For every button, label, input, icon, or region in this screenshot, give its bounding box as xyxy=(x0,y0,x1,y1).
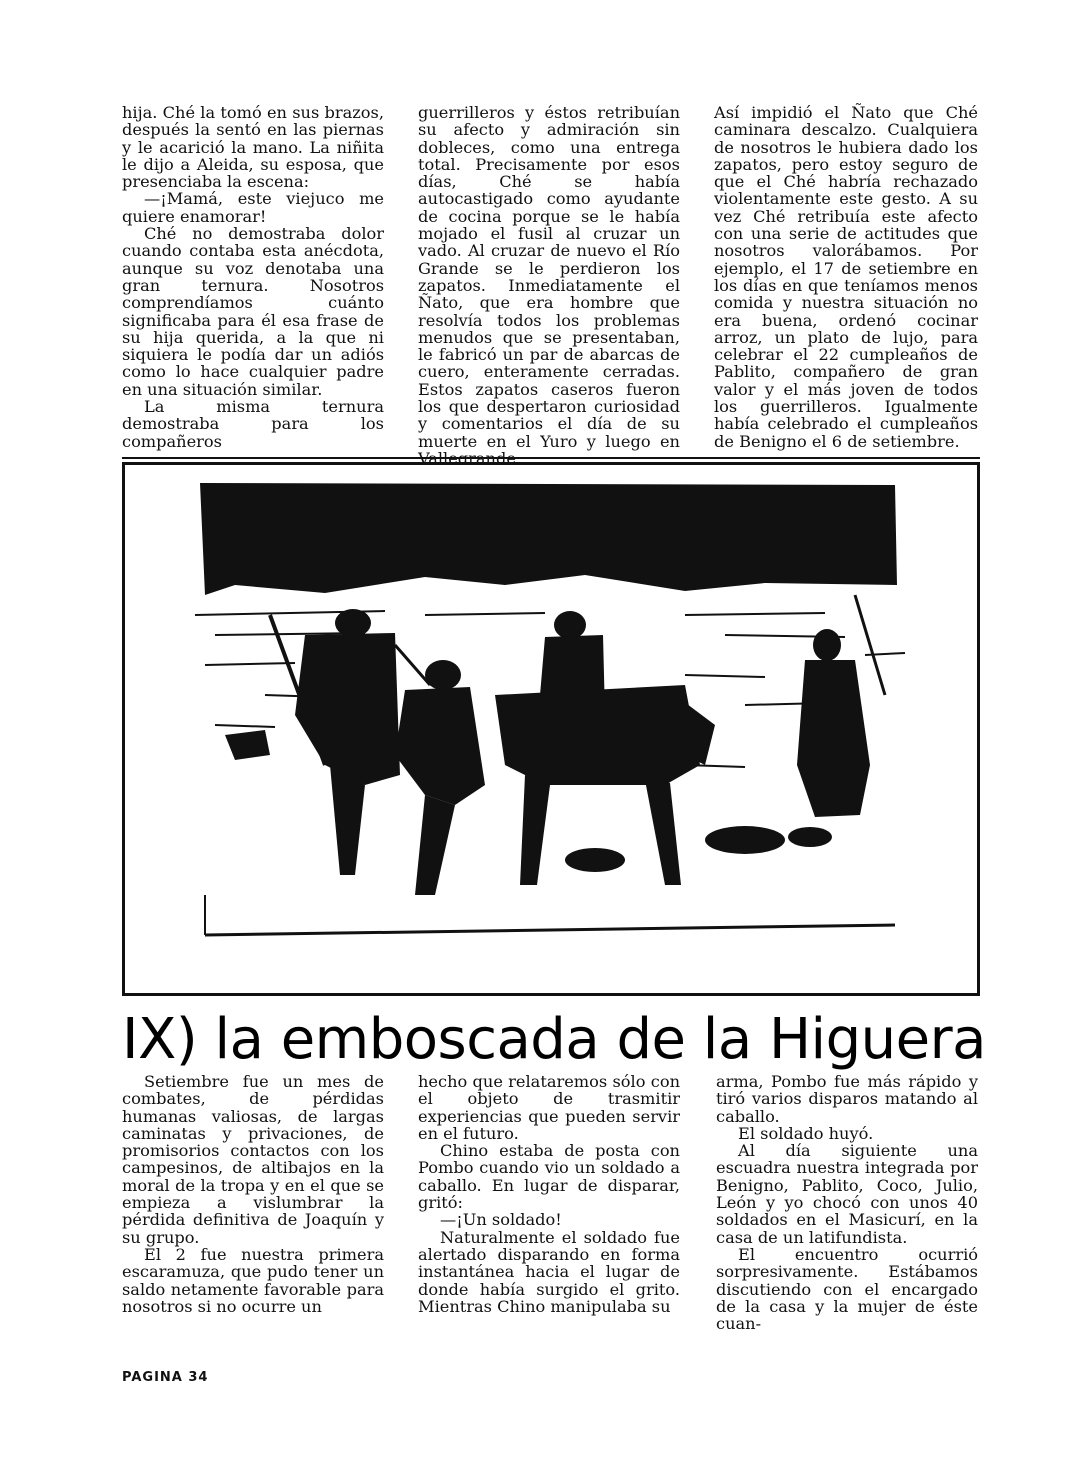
dog-shape xyxy=(225,730,270,760)
section-title: IX) la emboscada de la Higuera xyxy=(122,1007,986,1072)
page-number-label: PAGINA 34 xyxy=(122,1370,209,1385)
sky-band xyxy=(200,483,897,595)
bottom-column-3 xyxy=(716,1073,978,1332)
bottom-column-2 xyxy=(418,1073,680,1315)
top-column-1 xyxy=(122,104,384,450)
paragraph: —¡Un soldado! xyxy=(440,1210,562,1230)
bottom-column-1 xyxy=(122,1073,384,1315)
guerrilla-figure-left xyxy=(270,609,400,875)
paragraph: Ché no demostraba dolor cuando contaba esta anécdota, aunque su voz denotaba una gran ternura. Nosotros comprendíamos cuánto significaba para él esa frase de su hija querida, a la que ni siquiera le podía dar un adiós como lo hace cualquier padre en una situación similar. xyxy=(122,224,384,399)
guerrilla-figure-middle xyxy=(395,645,485,895)
paragraph: El 2 fue nuestra primera escaramuza, que pudo tener un saldo netamente favorable para nosotros si no ocurre un xyxy=(122,1244,384,1316)
illustration-drawing xyxy=(125,465,977,993)
paragraph: arma, Pombo fue más rápido y tiró varios disparos matando al caballo. xyxy=(716,1072,978,1126)
rider-on-horse xyxy=(495,611,715,885)
paragraph: hecho que relataremos sólo con el objeto de trasmitir experiencias que pueden servir en el futuro. xyxy=(418,1072,680,1143)
paragraph: Naturalmente el soldado fue alertado disparando en forma instantánea hacia el lugar de donde había surgido el grito. Mientras Chino manipulaba su xyxy=(418,1227,680,1316)
paragraph: Así impidió el Ñato que Ché caminara descalzo. Cualquiera de nosotros le hubiera dado los zapatos, pero estoy seguro de que el Ché habría rechazado violentamente este gesto. A su vez Ché retribuía este afecto con una serie de actitudes que nosotros valorábamos. Por ejemplo, el 17 de setiembre en los días en que teníamos menos comida y nuestra situación no era buena, ordenó cocinar arroz, un plato de lujo, para celebrar el 22 cumpleaños de Pablito, compañero de gran valor y el más joven de todos los guerrilleros. Igualmente había celebrado el cumpleaños de Benigno el 6 de setiembre. xyxy=(714,103,978,451)
paragraph: Al día siguiente una escuadra nuestra integrada por Benigno, Pablito, Coco, Julio, León y yo chocó con unos 40 soldados en el Masicurí, en la casa de un latifundista. xyxy=(716,1141,978,1247)
paragraph: guerrilleros y éstos retribuían su afecto y admiración sin dobleces, como una entrega total. Precisamente por esos días, Ché se había autocastigado como ayudante de cocina porque se le había mojado el fusil al cruzar un vado. Al cruzar de nuevo el Río Grande se le perdieron los zapatos. Inmediatamente el Ñato, que era hombre que resolvía todos los problemas menudos que se presentaban, le fabricó un par de abarcas de cuero, enteramente cerradas. Estos zapatos caseros fueron los que despertaron curiosidad y comentarios el día de su muerte en el Yuro y luego en xyxy=(418,103,680,451)
ground-line xyxy=(205,925,895,935)
paragraph: hija. Ché la tomó en sus brazos, después la sentó en las piernas y le acarició la mano. La niñita le dijo a Aleida, su esposa, que presenciaba la escena: xyxy=(122,103,384,192)
illustration-guerrillas-crossing xyxy=(122,462,980,996)
divider-rule xyxy=(122,457,980,459)
paragraph: El soldado huyó. xyxy=(738,1123,874,1143)
paragraph: Chino estaba de posta con Pombo cuando vio un soldado a caballo. En lugar de disparar, gritó: xyxy=(418,1141,680,1213)
paragraph: La misma ternura demostraba para los compañeros xyxy=(122,397,384,451)
top-column-3 xyxy=(714,104,978,450)
paragraph: Setiembre fue un mes de combates, de pérdidas humanas valiosas, de largas caminatas y privaciones, de promisorios contactos con los campesinos, de altibajos en la moral de la tropa y en el que se empieza a vislumbrar la pérdida definitiva de Joaquín y su grupo. xyxy=(122,1072,384,1247)
paragraph: —¡Mamá, este viejuco me quiere enamorar! xyxy=(122,189,384,226)
paragraph: El encuentro ocurrió sorpresivamente. Estábamos discutiendo con el encargado de la casa y la mujer de éste cuan- xyxy=(716,1244,978,1334)
rocks xyxy=(565,826,832,872)
robed-figure-right xyxy=(797,595,885,817)
top-column-2 xyxy=(418,104,680,467)
